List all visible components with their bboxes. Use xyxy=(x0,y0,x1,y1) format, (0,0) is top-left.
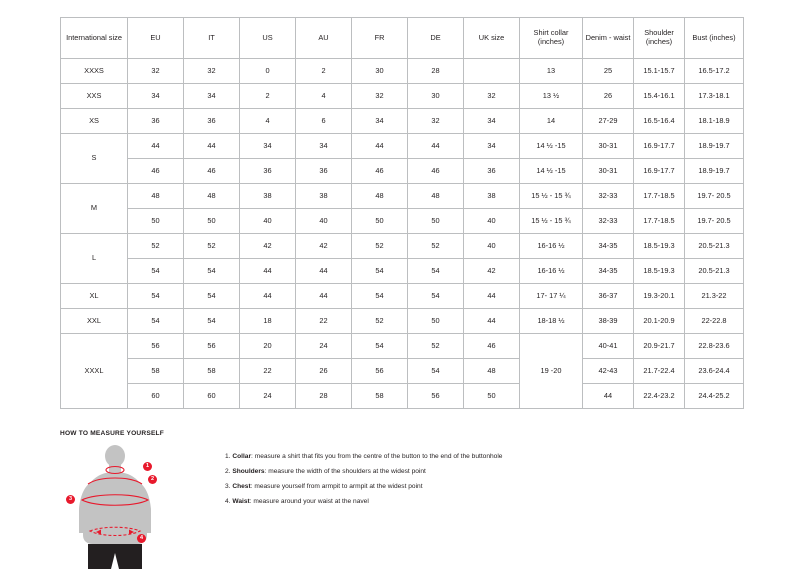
cell-5: 30 xyxy=(408,84,464,109)
cell-9: 16.9-17.7 xyxy=(634,159,685,184)
cell-1: 60 xyxy=(184,384,240,409)
cell-3: 44 xyxy=(296,259,352,284)
marker-2: 2 xyxy=(148,475,157,484)
cell-5: 52 xyxy=(408,234,464,259)
cell-5: 54 xyxy=(408,259,464,284)
cell-1: 36 xyxy=(184,109,240,134)
cell-7: 14 xyxy=(520,109,583,134)
cell-0: 58 xyxy=(128,359,184,384)
cell-1: 32 xyxy=(184,59,240,84)
instruction-term: Shoulders xyxy=(232,468,265,475)
cell-3: 40 xyxy=(296,209,352,234)
cell-3: 38 xyxy=(296,184,352,209)
cell-1: 54 xyxy=(184,259,240,284)
cell-4: 50 xyxy=(352,209,408,234)
column-header-de: DE xyxy=(408,18,464,59)
cell-3: 22 xyxy=(296,309,352,334)
table-row xyxy=(61,59,744,84)
cell-0: 52 xyxy=(128,234,184,259)
cell-6: 32 xyxy=(464,84,520,109)
table-row xyxy=(61,359,744,384)
cell-0: 36 xyxy=(128,109,184,134)
cell-9: 17.7-18.5 xyxy=(634,184,685,209)
column-header-denim-waist: Denim - waist xyxy=(583,18,634,59)
cell-9: 20.1-20.9 xyxy=(634,309,685,334)
marker-3: 3 xyxy=(66,495,75,504)
column-header-fr: FR xyxy=(352,18,408,59)
cell-6: 36 xyxy=(464,159,520,184)
table-row xyxy=(61,109,744,134)
cell-international-size: M xyxy=(61,184,128,234)
cell-7: 15 ½ - 15 ¾ xyxy=(520,209,583,234)
cell-3: 42 xyxy=(296,234,352,259)
cell-9: 16.5-16.4 xyxy=(634,109,685,134)
cell-3: 28 xyxy=(296,384,352,409)
cell-10: 20.5-21.3 xyxy=(685,234,744,259)
cell-2: 44 xyxy=(240,284,296,309)
cell-7: 19 -20 xyxy=(520,334,583,409)
cell-2: 0 xyxy=(240,59,296,84)
cell-1: 34 xyxy=(184,84,240,109)
cell-2: 34 xyxy=(240,134,296,159)
column-header-us: US xyxy=(240,18,296,59)
cell-5: 32 xyxy=(408,109,464,134)
cell-1: 58 xyxy=(184,359,240,384)
cell-6: 40 xyxy=(464,209,520,234)
table-row xyxy=(61,334,744,359)
column-header-eu: EU xyxy=(128,18,184,59)
cell-9: 16.9-17.7 xyxy=(634,134,685,159)
cell-8: 42-43 xyxy=(583,359,634,384)
cell-international-size: XXXL xyxy=(61,334,128,409)
cell-8: 38-39 xyxy=(583,309,634,334)
cell-0: 44 xyxy=(128,134,184,159)
instruction-term: Chest xyxy=(232,483,251,490)
cell-10: 21.3-22 xyxy=(685,284,744,309)
cell-10: 22.8-23.6 xyxy=(685,334,744,359)
cell-3: 24 xyxy=(296,334,352,359)
cell-6: 34 xyxy=(464,109,520,134)
instruction-text: : measure around your waist at the navel xyxy=(249,498,369,505)
cell-1: 54 xyxy=(184,309,240,334)
cell-4: 52 xyxy=(352,234,408,259)
cell-2: 24 xyxy=(240,384,296,409)
cell-4: 54 xyxy=(352,284,408,309)
cell-3: 2 xyxy=(296,59,352,84)
cell-0: 56 xyxy=(128,334,184,359)
cell-4: 56 xyxy=(352,359,408,384)
column-header-international-size: International size xyxy=(61,18,128,59)
cell-6: 48 xyxy=(464,359,520,384)
instruction-text: : measure the width of the shoulders at the widest point xyxy=(264,468,426,475)
table-row xyxy=(61,284,744,309)
cell-0: 32 xyxy=(128,59,184,84)
cell-4: 54 xyxy=(352,259,408,284)
cell-3: 4 xyxy=(296,84,352,109)
cell-9: 18.5-19.3 xyxy=(634,259,685,284)
cell-10: 18.9-19.7 xyxy=(685,159,744,184)
cell-5: 54 xyxy=(408,359,464,384)
cell-9: 18.5-19.3 xyxy=(634,234,685,259)
table-body xyxy=(61,59,744,409)
instruction-line: 2. Shoulders: measure the width of the shoulders at the widest point xyxy=(225,468,426,475)
cell-1: 50 xyxy=(184,209,240,234)
cell-0: 54 xyxy=(128,259,184,284)
measurement-instructions xyxy=(225,453,502,513)
cell-9: 21.7-22.4 xyxy=(634,359,685,384)
cell-8: 36-37 xyxy=(583,284,634,309)
cell-2: 22 xyxy=(240,359,296,384)
cell-2: 38 xyxy=(240,184,296,209)
instruction-term: Waist xyxy=(232,498,250,505)
cell-1: 54 xyxy=(184,284,240,309)
cell-8: 30-31 xyxy=(583,159,634,184)
torso-diagram-icon xyxy=(60,443,170,571)
size-chart-table xyxy=(60,17,744,409)
cell-8: 25 xyxy=(583,59,634,84)
cell-0: 50 xyxy=(128,209,184,234)
instruction-text: : measure a shirt that fits you from the centre of the button to the end of the buttonhole xyxy=(251,453,503,460)
cell-2: 4 xyxy=(240,109,296,134)
cell-8: 32-33 xyxy=(583,209,634,234)
cell-7: 14 ½ -15 xyxy=(520,134,583,159)
cell-10: 19.7- 20.5 xyxy=(685,209,744,234)
cell-4: 34 xyxy=(352,109,408,134)
cell-5: 54 xyxy=(408,284,464,309)
cell-3: 36 xyxy=(296,159,352,184)
cell-5: 56 xyxy=(408,384,464,409)
cell-5: 48 xyxy=(408,184,464,209)
cell-3: 6 xyxy=(296,109,352,134)
cell-9: 19.3-20.1 xyxy=(634,284,685,309)
cell-10: 17.3-18.1 xyxy=(685,84,744,109)
cell-10: 19.7- 20.5 xyxy=(685,184,744,209)
cell-10: 22-22.8 xyxy=(685,309,744,334)
table-row xyxy=(61,84,744,109)
table-row xyxy=(61,134,744,159)
cell-international-size: XXL xyxy=(61,309,128,334)
cell-7: 13 xyxy=(520,59,583,84)
column-header-shoulder: Shoulder (inches) xyxy=(634,18,685,59)
cell-9: 17.7-18.5 xyxy=(634,209,685,234)
cell-5: 50 xyxy=(408,309,464,334)
cell-10: 18.9-19.7 xyxy=(685,134,744,159)
cell-7: 16-16 ½ xyxy=(520,259,583,284)
table-row xyxy=(61,309,744,334)
cell-8: 30-31 xyxy=(583,134,634,159)
cell-6: 42 xyxy=(464,259,520,284)
cell-0: 48 xyxy=(128,184,184,209)
cell-8: 34-35 xyxy=(583,259,634,284)
table-row xyxy=(61,184,744,209)
cell-2: 2 xyxy=(240,84,296,109)
cell-6: 50 xyxy=(464,384,520,409)
instruction-line: 3. Chest: measure yourself from armpit to armpit at the widest point xyxy=(225,483,423,490)
instruction-text: : measure yourself from armpit to armpit at the widest point xyxy=(250,483,423,490)
column-header-bust: Bust (inches) xyxy=(685,18,744,59)
cell-8: 34-35 xyxy=(583,234,634,259)
cell-1: 44 xyxy=(184,134,240,159)
cell-4: 44 xyxy=(352,134,408,159)
cell-0: 54 xyxy=(128,309,184,334)
cell-0: 60 xyxy=(128,384,184,409)
how-to-measure-section xyxy=(60,430,760,571)
cell-4: 30 xyxy=(352,59,408,84)
cell-0: 46 xyxy=(128,159,184,184)
instruction-line: 1. Collar: measure a shirt that fits you from the centre of the button to the end of the buttonhole xyxy=(225,453,503,460)
cell-6 xyxy=(464,59,520,84)
cell-4: 48 xyxy=(352,184,408,209)
cell-3: 44 xyxy=(296,284,352,309)
cell-8: 32-33 xyxy=(583,184,634,209)
cell-9: 22.4-23.2 xyxy=(634,384,685,409)
cell-9: 15.4-16.1 xyxy=(634,84,685,109)
how-to-measure-body xyxy=(60,443,760,571)
cell-4: 58 xyxy=(352,384,408,409)
table-header-row xyxy=(61,18,744,59)
cell-2: 42 xyxy=(240,234,296,259)
cell-2: 44 xyxy=(240,259,296,284)
cell-2: 40 xyxy=(240,209,296,234)
table-row xyxy=(61,209,744,234)
cell-3: 26 xyxy=(296,359,352,384)
cell-7: 15 ½ - 15 ¾ xyxy=(520,184,583,209)
cell-10: 18.1-18.9 xyxy=(685,109,744,134)
measurement-figure xyxy=(60,443,170,571)
cell-international-size: XS xyxy=(61,109,128,134)
cell-international-size: S xyxy=(61,134,128,184)
column-header-shirt-collar: Shirt collar (inches) xyxy=(520,18,583,59)
cell-2: 20 xyxy=(240,334,296,359)
cell-8: 44 xyxy=(583,384,634,409)
cell-2: 36 xyxy=(240,159,296,184)
cell-5: 28 xyxy=(408,59,464,84)
cell-10: 24.4-25.2 xyxy=(685,384,744,409)
cell-international-size: L xyxy=(61,234,128,284)
cell-1: 48 xyxy=(184,184,240,209)
cell-international-size: XL xyxy=(61,284,128,309)
instruction-term: Collar xyxy=(232,453,252,460)
cell-1: 56 xyxy=(184,334,240,359)
cell-0: 34 xyxy=(128,84,184,109)
cell-6: 38 xyxy=(464,184,520,209)
cell-5: 46 xyxy=(408,159,464,184)
cell-10: 23.6-24.4 xyxy=(685,359,744,384)
column-header-it: IT xyxy=(184,18,240,59)
cell-3: 34 xyxy=(296,134,352,159)
column-header-uk-size: UK size xyxy=(464,18,520,59)
cell-9: 15.1-15.7 xyxy=(634,59,685,84)
cell-6: 44 xyxy=(464,309,520,334)
cell-10: 20.5-21.3 xyxy=(685,259,744,284)
cell-6: 40 xyxy=(464,234,520,259)
table-row xyxy=(61,259,744,284)
cell-2: 18 xyxy=(240,309,296,334)
cell-4: 52 xyxy=(352,309,408,334)
size-chart-container xyxy=(60,17,736,409)
cell-5: 50 xyxy=(408,209,464,234)
cell-8: 27-29 xyxy=(583,109,634,134)
cell-8: 40-41 xyxy=(583,334,634,359)
table-header xyxy=(61,18,744,59)
cell-0: 54 xyxy=(128,284,184,309)
how-to-measure-title: HOW TO MEASURE YOURSELF xyxy=(60,430,165,437)
cell-1: 52 xyxy=(184,234,240,259)
cell-6: 34 xyxy=(464,134,520,159)
cell-international-size: XXXS xyxy=(61,59,128,84)
cell-7: 18-18 ½ xyxy=(520,309,583,334)
cell-7: 14 ½ -15 xyxy=(520,159,583,184)
cell-7: 16-16 ½ xyxy=(520,234,583,259)
cell-4: 32 xyxy=(352,84,408,109)
cell-7: 17- 17 ¼ xyxy=(520,284,583,309)
cell-7: 13 ½ xyxy=(520,84,583,109)
cell-5: 52 xyxy=(408,334,464,359)
marker-1: 1 xyxy=(143,462,152,471)
column-header-au: AU xyxy=(296,18,352,59)
cell-9: 20.9-21.7 xyxy=(634,334,685,359)
cell-8: 26 xyxy=(583,84,634,109)
marker-4: 4 xyxy=(137,534,146,543)
cell-10: 16.5-17.2 xyxy=(685,59,744,84)
cell-4: 54 xyxy=(352,334,408,359)
table-row xyxy=(61,159,744,184)
table-row xyxy=(61,234,744,259)
cell-4: 46 xyxy=(352,159,408,184)
cell-5: 44 xyxy=(408,134,464,159)
cell-6: 46 xyxy=(464,334,520,359)
cell-international-size: XXS xyxy=(61,84,128,109)
cell-1: 46 xyxy=(184,159,240,184)
table-row xyxy=(61,384,744,409)
cell-6: 44 xyxy=(464,284,520,309)
instruction-line: 4. Waist: measure around your waist at the navel xyxy=(225,498,369,505)
